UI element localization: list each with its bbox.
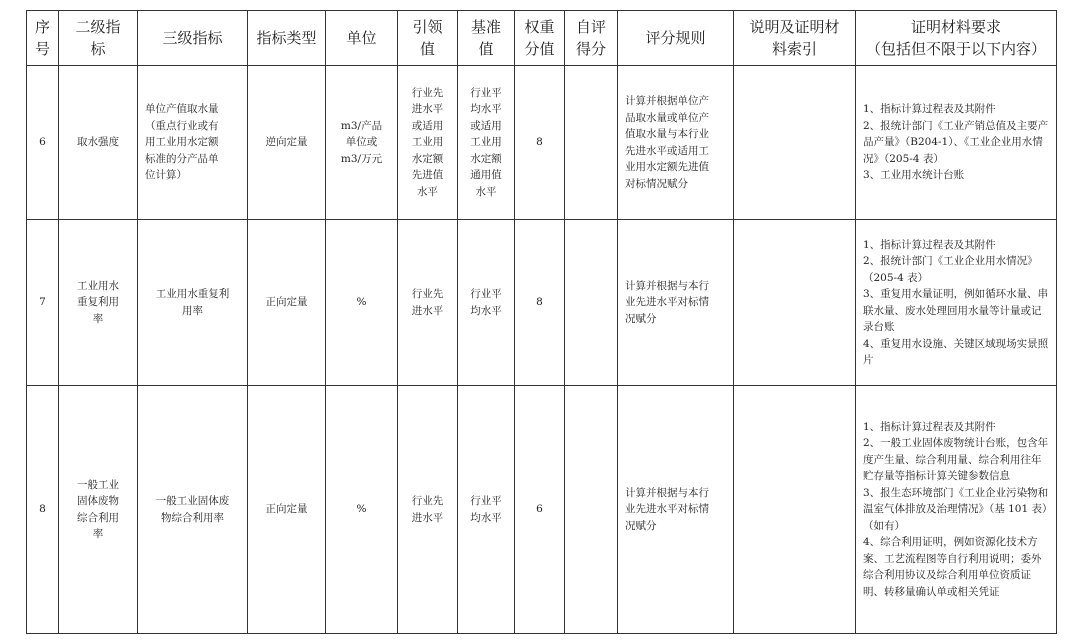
cell-baseline-value: 行业平 均水平 [458, 220, 515, 386]
cell-level3-indicator: 工业用水重复利 用率 [138, 220, 248, 386]
indicator-table [26, 10, 1057, 634]
cell-self-score[interactable] [565, 386, 618, 634]
header-weight-score: 权重 分值 [515, 11, 565, 66]
cell-weight-score: 6 [515, 386, 565, 634]
requirement-item: 3、报生态环境部门《工业企业污染物和温室气体排放及治理情况》（基 101 表）（如有） [863, 486, 1049, 532]
cell-level2-indicator: 取水强度 [59, 66, 138, 220]
cell-evidence-index[interactable] [734, 220, 856, 386]
header-self-score: 自评 得分 [565, 11, 618, 66]
header-evidence-requirements: 证明材料要求 （包括但不限于以下内容） [856, 11, 1057, 66]
cell-self-score[interactable] [565, 220, 618, 386]
requirement-item: 1、指标计算过程表及其附件 [863, 103, 996, 116]
cell-seq: 6 [27, 66, 59, 220]
cell-indicator-type: 正向定量 [248, 386, 326, 634]
header-indicator-type: 指标类型 [248, 11, 326, 66]
requirement-item: 2、一般工业固体废物统计台账，包含年度产生量、综合利用量、综合利用往年贮存量等指标计算关键参数信息 [863, 437, 1049, 483]
cell-evidence-requirements [856, 220, 1057, 386]
header-row [27, 11, 1057, 66]
cell-unit: % [326, 220, 398, 386]
table-row [27, 66, 1057, 220]
cell-leading-value: 行业先 进水平 [398, 220, 458, 386]
cell-scoring-rule: 计算并根据与本行 业先进水平对标情 况赋分 [618, 220, 734, 386]
cell-scoring-rule: 计算并根据单位产 品取水量或单位产 值取水量与本行业 先进水平或适用工 业用水定额先进值 对标情况赋分 [618, 66, 734, 220]
table-row [27, 220, 1057, 386]
cell-weight-score: 8 [515, 66, 565, 220]
cell-baseline-value: 行业平 均水平 或适用 工业用 水定额 通用值 水平 [458, 66, 515, 220]
header-level2-indicator: 二级指 标 [59, 11, 138, 66]
cell-evidence-requirements [856, 66, 1057, 220]
requirement-item: 3、工业用水统计台账 [863, 169, 965, 182]
cell-evidence-requirements [856, 386, 1057, 634]
requirement-item: 4、综合利用证明，例如资源化技术方案、工艺流程图等自行利用说明；委外综合利用协议及综合利用单位资质证明、转移量确认单或相关凭证 [863, 536, 1042, 598]
requirement-item: 1、指标计算过程表及其附件 [863, 238, 996, 251]
header-seq: 序 号 [27, 11, 59, 66]
cell-seq: 8 [27, 386, 59, 634]
requirement-item: 1、指标计算过程表及其附件 [863, 420, 996, 433]
cell-level3-indicator: 单位产值取水量 （重点行业或有 用工业用水定额 标准的分产品单 位计算） [138, 66, 248, 220]
cell-indicator-type: 逆向定量 [248, 66, 326, 220]
cell-scoring-rule: 计算并根据与本行 业先进水平对标情 况赋分 [618, 386, 734, 634]
cell-level2-indicator: 一般工业 固体废物 综合利用 率 [59, 386, 138, 634]
cell-baseline-value: 行业平 均水平 [458, 386, 515, 634]
cell-leading-value: 行业先 进水平 [398, 386, 458, 634]
cell-unit: % [326, 386, 398, 634]
cell-self-score[interactable] [565, 66, 618, 220]
indicator-table-wrapper [26, 10, 1057, 634]
cell-weight-score: 8 [515, 220, 565, 386]
cell-evidence-index[interactable] [734, 66, 856, 220]
cell-level2-indicator: 工业用水 重复利用 率 [59, 220, 138, 386]
header-leading-value: 引领 值 [398, 11, 458, 66]
table-row [27, 386, 1057, 634]
requirement-item: 3、重复用水量证明，例如循环水量、串联水量、废水处理回用水量等计量或记录台账 [863, 288, 1049, 333]
header-scoring-rule: 评分规则 [618, 11, 734, 66]
cell-leading-value: 行业先 进水平 或适用 工业用 水定额 先进值 水平 [398, 66, 458, 220]
cell-indicator-type: 正向定量 [248, 220, 326, 386]
header-unit: 单位 [326, 11, 398, 66]
requirement-item: 4、重复用水设施、关键区域现场实景照片 [863, 337, 1049, 366]
cell-seq: 7 [27, 220, 59, 386]
requirement-item: 2、报统计部门《工业企业用水情况》（205-4 表） [863, 255, 1038, 284]
cell-unit: m3/产品 单位或 m3/万元 [326, 66, 398, 220]
header-evidence-index: 说明及证明材 料索引 [734, 11, 856, 66]
requirement-item: 2、报统计部门《工业产销总值及主要产品产量》（B204-1）、《工业企业用水情况》（205-4 表） [863, 119, 1049, 165]
header-baseline-value: 基准 值 [458, 11, 515, 66]
header-level3-indicator: 三级指标 [138, 11, 248, 66]
cell-level3-indicator: 一般工业固体废 物综合利用率 [138, 386, 248, 634]
cell-evidence-index[interactable] [734, 386, 856, 634]
